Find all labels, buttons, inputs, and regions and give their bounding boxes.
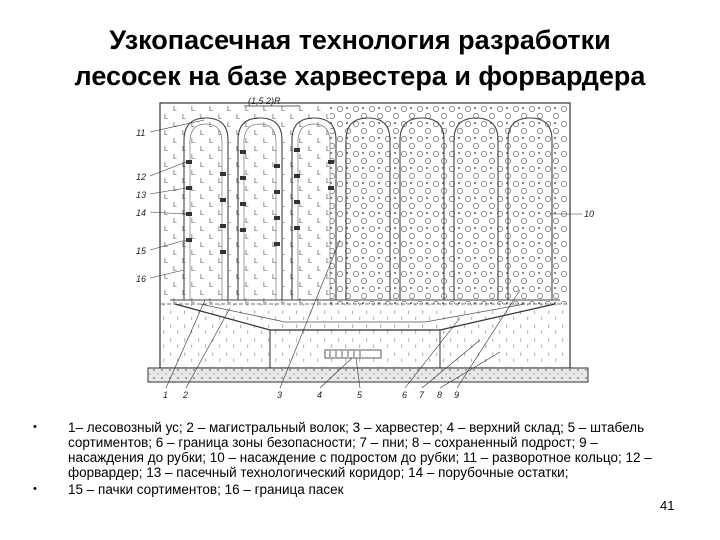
callout-9: 9 bbox=[454, 390, 460, 400]
legend-text: 1– лесовозный ус; 2 – магистральный волок; 3 – харвестер; 4 – верхний склад; 5 – штабель сортиментов; 6 – граница зоны безопасности; 7 – пни; 8 – сохраненный подрост; 9 – насаждения до рубки; 10 – насаждение с подростом до рубки; 11 – разворотное кольцо; 12 – форвардер; 13 – пасечный технологический коридор; 14 – порубочные остатки; bbox=[68, 420, 652, 480]
bullet-icon: • bbox=[33, 483, 37, 495]
callout-2: 2 bbox=[183, 390, 189, 400]
callout-4: 4 bbox=[317, 390, 323, 400]
callout-3: 3 bbox=[277, 390, 283, 400]
callout-11: 11 bbox=[136, 128, 146, 138]
turning-radius-label: (1,5 2)R bbox=[248, 96, 281, 106]
legend-list bbox=[30, 420, 670, 499]
callout-6: 6 bbox=[402, 390, 408, 400]
callout-16: 16 bbox=[136, 274, 147, 284]
callout-12: 12 bbox=[136, 172, 147, 182]
legend-text: 15 – пачки сортиментов; 16 – граница пасек bbox=[68, 482, 344, 497]
title-line-1: Узкопасечная технология разработки bbox=[109, 25, 611, 55]
callout-7: 7 bbox=[419, 390, 425, 400]
upper-landing bbox=[325, 350, 381, 358]
callout-1: 1 bbox=[163, 390, 169, 400]
legend-item bbox=[30, 420, 670, 480]
callout-14: 14 bbox=[136, 208, 147, 218]
callout-10: 10 bbox=[584, 209, 595, 219]
bullet-icon: • bbox=[33, 421, 37, 433]
page-number: 41 bbox=[660, 498, 675, 513]
callout-8: 8 bbox=[437, 390, 443, 400]
legend-item bbox=[30, 482, 670, 497]
uncut-stand-zone bbox=[330, 104, 569, 304]
callout-5: 5 bbox=[357, 390, 363, 400]
title-line-2: лесосек на базе харвестера и форвардера bbox=[74, 61, 646, 91]
callout-15: 15 bbox=[136, 246, 147, 256]
logging-road bbox=[148, 368, 588, 382]
callout-13: 13 bbox=[136, 190, 147, 200]
